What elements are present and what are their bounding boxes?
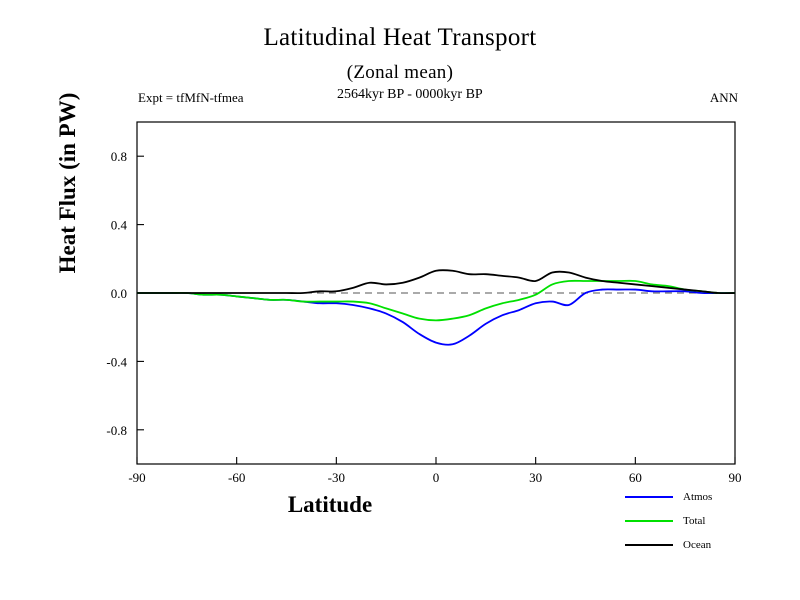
season-label: ANN: [709, 90, 738, 105]
svg-text:30: 30: [529, 470, 543, 485]
data-series-group: [137, 270, 735, 345]
experiment-label: Expt = tfMfN-tfmea: [138, 90, 244, 105]
series-line-total: [137, 281, 735, 321]
chart-legend: [625, 485, 712, 557]
legend-swatch-atmos: [625, 496, 673, 498]
x-axis-label: Latitude: [287, 492, 373, 517]
svg-text:-60: -60: [227, 470, 246, 485]
page-title: Latitudinal Heat Transport: [263, 24, 537, 51]
svg-text:60: 60: [628, 470, 642, 485]
svg-text:0.8: 0.8: [110, 149, 127, 165]
svg-text:-0.4: -0.4: [106, 354, 127, 370]
svg-text:-90: -90: [128, 470, 146, 485]
svg-text:0: 0: [432, 470, 440, 485]
legend-item: [625, 533, 712, 557]
legend-item: [625, 509, 712, 533]
axis-ticks: [106, 149, 741, 485]
series-line-atmos: [137, 289, 735, 344]
legend-label-atmos: Atmos: [683, 491, 713, 503]
svg-text:90: 90: [728, 470, 742, 485]
series-line-ocean: [137, 270, 735, 293]
svg-text:-30: -30: [327, 470, 346, 485]
svg-text:-0.8: -0.8: [106, 422, 127, 438]
legend-swatch-ocean: [625, 544, 673, 546]
legend-item: [625, 485, 712, 509]
chart-subtitle: (Zonal mean): [346, 62, 454, 83]
svg-text:0.0: 0.0: [110, 286, 127, 301]
svg-text:0.4: 0.4: [110, 217, 127, 233]
y-axis-label: Heat Flux (in PW): [55, 92, 80, 274]
legend-label-ocean: Ocean: [683, 539, 712, 551]
legend-label-total: Total: [683, 515, 706, 527]
legend-swatch-total: [625, 520, 673, 522]
period-label: 2564kyr BP - 0000kyr BP: [337, 87, 483, 102]
